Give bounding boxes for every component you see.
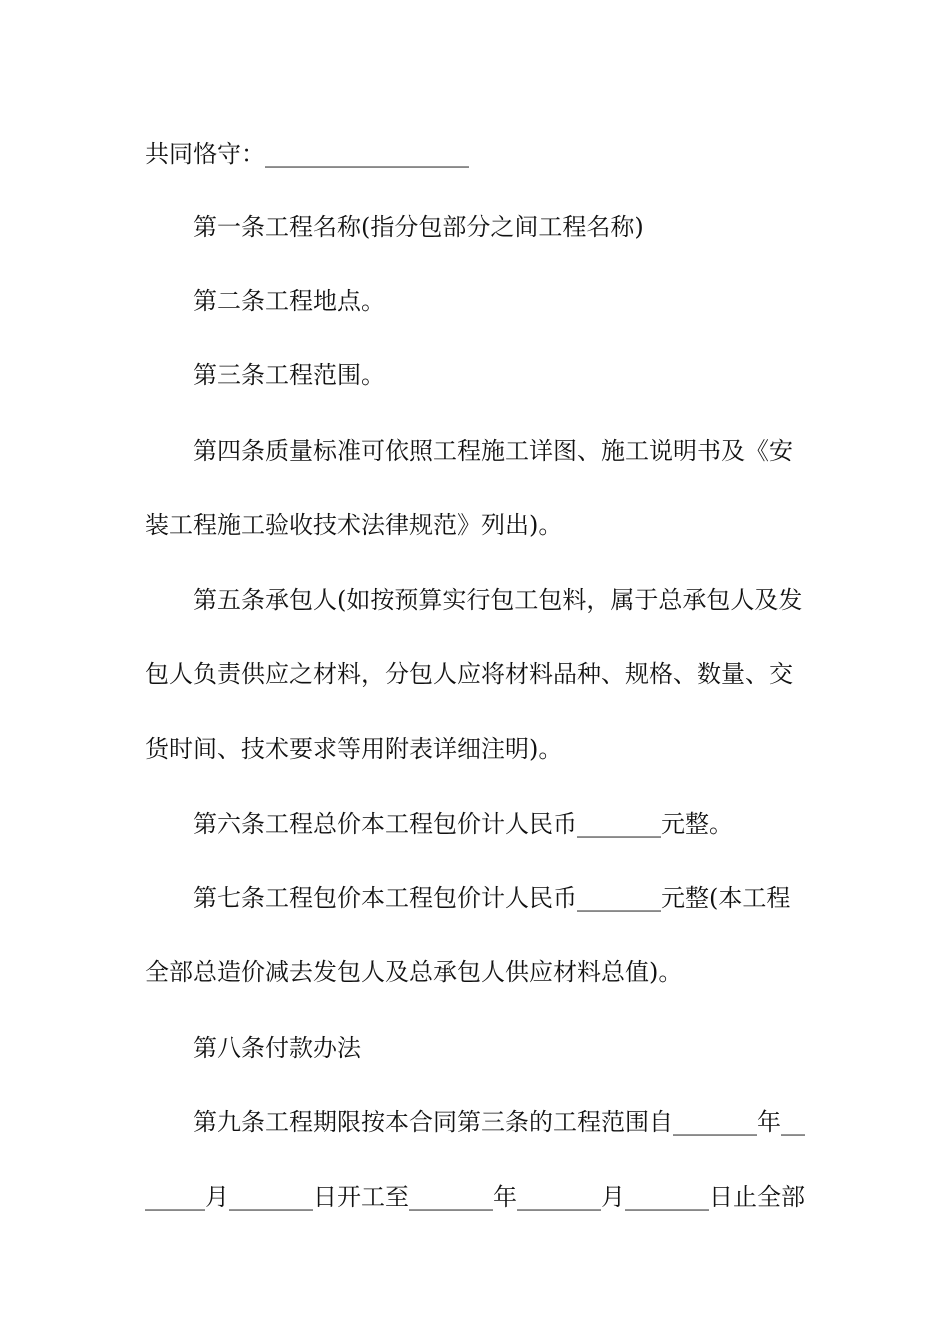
text-line-11: 第七条工程包价本工程包价计人民币_______元整(本工程 <box>193 884 791 912</box>
text-line-14: 第九条工程期限按本合同第三条的工程范围自_______年__ <box>193 1108 805 1136</box>
text-line-3: 第二条工程地点。 <box>193 287 385 315</box>
text-line-6: 装工程施工验收技术法律规范》列出)。 <box>145 511 563 539</box>
text-line-8: 包人负责供应之材料，分包人应将材料品种、规格、数量、交 <box>145 660 793 688</box>
text-line-4: 第三条工程范围。 <box>193 361 385 389</box>
text-line-2: 第一条工程名称(指分包部分之间工程名称) <box>193 213 644 241</box>
text-line-5: 第四条质量标准可依照工程施工详图、施工说明书及《安 <box>193 437 793 465</box>
text-line-15: _____月_______日开工至_______年_______月_______日止全部 <box>145 1183 805 1211</box>
text-line-13: 第八条付款办法 <box>193 1034 361 1062</box>
text-line-12: 全部总造价减去发包人及总承包人供应材料总值)。 <box>145 958 683 986</box>
text-line-9: 货时间、技术要求等用附表详细注明)。 <box>145 735 563 763</box>
text-line-1: 共同恪守：_________________ <box>145 140 469 168</box>
text-line-7: 第五条承包人(如按预算实行包工包料，属于总承包人及发 <box>193 586 803 614</box>
text-line-10: 第六条工程总价本工程包价计人民币_______元整。 <box>193 810 733 838</box>
